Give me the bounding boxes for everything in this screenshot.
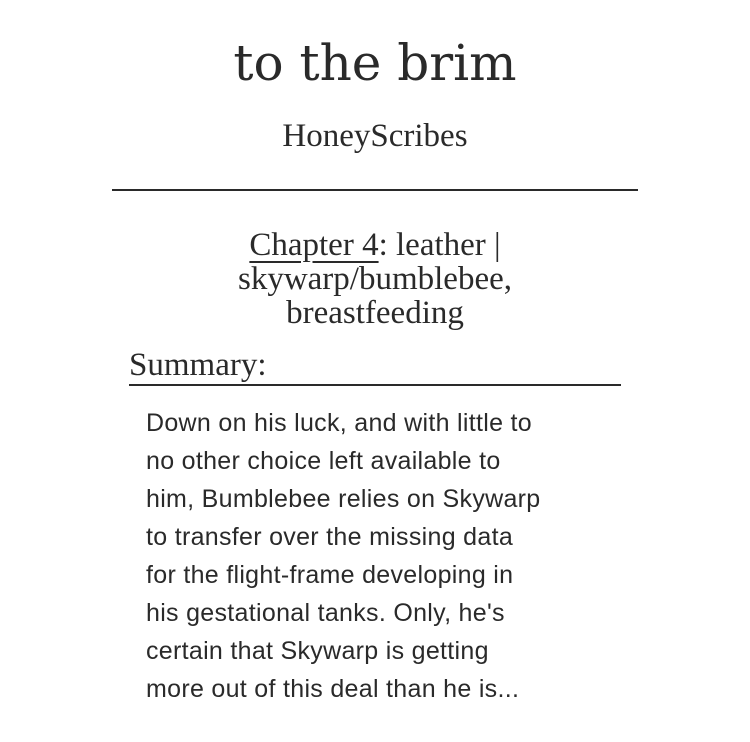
summary-line: Down on his luck, and with little to <box>146 409 532 437</box>
header-divider <box>112 189 638 191</box>
work-author[interactable]: HoneyScribes <box>282 118 468 154</box>
chapter-number-link[interactable]: Chapter 4 <box>249 227 379 263</box>
work-title: to the brim <box>233 34 517 92</box>
chapter-title-separator: : <box>378 227 396 263</box>
summary-line: no other choice left available to <box>146 447 501 475</box>
summary-line: him, Bumblebee relies on Skywarp <box>146 485 541 513</box>
summary-line: certain that Skywarp is getting <box>146 637 489 665</box>
chapter-title-line-3: breastfeeding <box>286 295 464 331</box>
summary-line: for the flight-frame developing in <box>146 561 514 589</box>
summary-line: more out of this deal than he is... <box>146 675 520 703</box>
chapter-title-line-1: leather | <box>396 227 501 263</box>
summary-line: to transfer over the missing data <box>146 523 514 551</box>
summary-line: his gestational tanks. Only, he's <box>146 599 505 627</box>
summary-text <box>146 404 616 708</box>
summary-heading: Summary: <box>129 346 621 386</box>
chapter-title-line-2: skywarp/bumblebee, <box>237 261 512 297</box>
chapter-heading <box>150 228 600 330</box>
